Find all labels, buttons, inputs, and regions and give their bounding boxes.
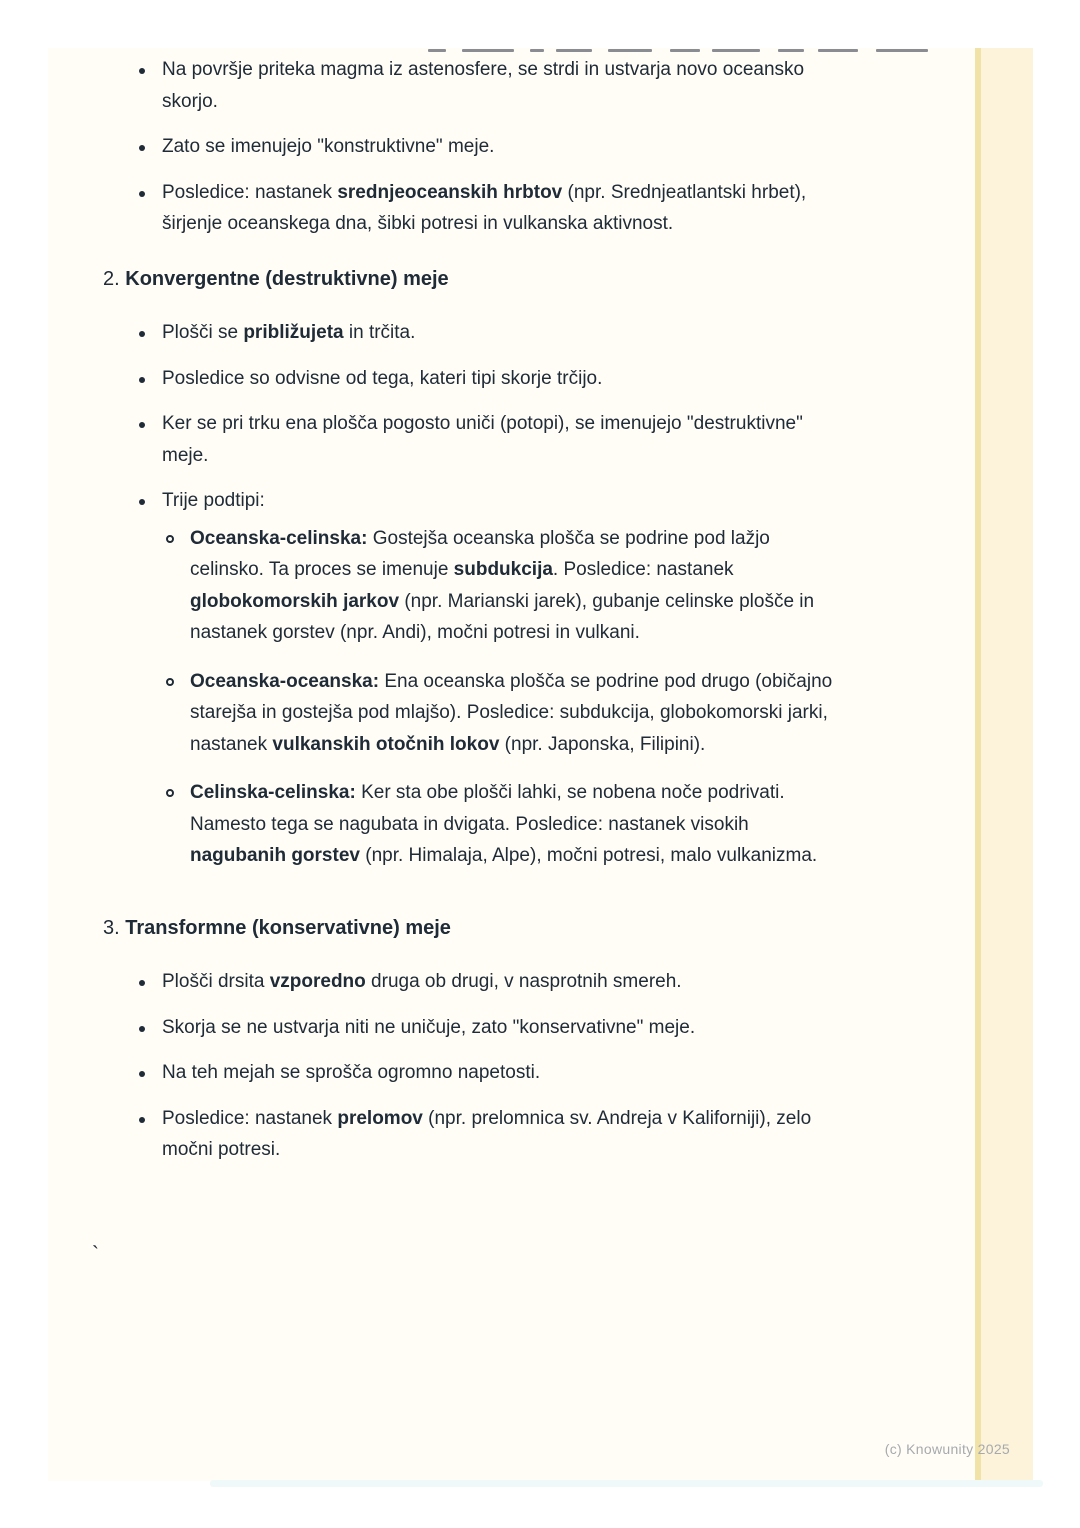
bullet-dot-icon (139, 377, 145, 383)
notes-document-page (48, 48, 1033, 1481)
bullet-circle-icon (166, 535, 174, 543)
bullet-dot-icon (139, 499, 145, 505)
transform-bullet-list (139, 966, 1033, 1166)
text-run: druga ob drugi, v nasprotnih smereh. (365, 971, 682, 992)
section-heading-konvergentne (103, 264, 1033, 296)
bullet-dot-icon (139, 1071, 145, 1077)
page-bottom-edge (210, 1480, 1043, 1487)
list-item (166, 666, 835, 761)
intro-bullet-list (139, 54, 1033, 240)
list-item (139, 317, 1033, 349)
subtype-text (190, 777, 835, 872)
bold-text-run: globokomorskih jarkov (190, 590, 400, 612)
bold-text-run: približujeta (243, 322, 344, 343)
bold-text-run: vulkanskih otočnih lokov (272, 733, 500, 755)
text-run: Na teh mejah se sprošča ogromno napetosti. (162, 1062, 541, 1083)
text-run: Ena oceanska plošča se podrine pod drugo (običajno starejša in gostejša pod mlajšo). Posledice: subdukcija, globokomorski jarki, nastanek (190, 670, 833, 755)
bullet-text (162, 317, 415, 349)
text-run: Zato se imenujejo "konstruktivne" meje. (162, 136, 495, 157)
convergent-bullet-list (139, 317, 1033, 889)
bullet-dot-icon (139, 1117, 145, 1123)
subtype-list (166, 523, 835, 872)
list-item (139, 177, 1033, 240)
section-heading-transformne (103, 913, 1033, 945)
bullet-text (162, 485, 835, 517)
list-item (139, 1012, 1033, 1044)
list-item (139, 363, 1033, 395)
text-run: Na površje priteka magma iz astenosfere, se strdi in ustvarja novo oceansko skorjo. (162, 59, 805, 112)
section-number: 3. (103, 916, 120, 939)
section-title: Transformne (konservativne) meje (125, 916, 451, 939)
notes-content (48, 48, 1033, 1166)
bullet-circle-icon (166, 678, 174, 686)
bold-text-run: srednjeoceanskih hrbtov (337, 181, 563, 203)
bullet-text (162, 177, 838, 240)
list-item (139, 131, 1033, 163)
text-run: Posledice: nastanek (162, 1107, 338, 1129)
bullet-text (162, 363, 602, 395)
bullet-text (162, 1103, 838, 1166)
list-item (139, 966, 1033, 998)
bullet-circle-icon (166, 789, 174, 797)
bold-text-run: subdukcija (453, 559, 553, 580)
list-item (139, 1103, 1033, 1166)
text-run: Gostejša oceanska plošča se podrine pod lažjo celinsko. Ta proces se imenuje (190, 527, 770, 580)
bold-text-run: prelomov (337, 1107, 423, 1129)
list-item (166, 523, 835, 649)
bullet-text (162, 1012, 695, 1044)
stray-backtick-mark: ` (92, 1243, 99, 1266)
bold-text-run: vzporedno (269, 971, 366, 992)
bullet-dot-icon (139, 191, 145, 197)
bold-text-run: Oceanska-oceanska: (190, 670, 380, 692)
bullet-dot-icon (139, 980, 145, 986)
list-item (139, 1057, 1033, 1089)
section-title: Konvergentne (destruktivne) meje (125, 267, 449, 290)
bold-text-run: nagubanih gorstev (190, 845, 360, 866)
text-run: Posledice so odvisne od tega, kateri tipi skorje trčijo. (162, 367, 603, 389)
text-run: (npr. prelomnica sv. Andreja v Kaliforniji), zelo močni potresi. (162, 1107, 812, 1160)
list-item (139, 54, 1033, 117)
text-run: Posledice: nastanek (162, 181, 338, 203)
bullet-text (162, 966, 682, 998)
bold-text-run: Oceanska-celinska: (190, 527, 368, 549)
text-run: Ker sta obe plošči lahki, se nobena noče podrivati. Namesto tega se nagubata in dvigata. Posledice: nastanek visokih (190, 782, 785, 835)
bullet-text (162, 131, 494, 163)
bullet-text (162, 54, 838, 117)
text-run: (npr. Srednjeatlantski hrbet), širjenje oceanskega dna, šibki potresi in vulkanska aktivnost. (162, 181, 807, 234)
text-run: Skorja se ne ustvarja niti ne uničuje, zato "konservativne" meje. (162, 1016, 696, 1038)
text-run: (npr. Japonska, Filipini). (499, 733, 706, 755)
bullet-dot-icon (139, 422, 145, 428)
text-run: in trčita. (343, 322, 416, 343)
subtype-text (190, 666, 835, 761)
bullet-dot-icon (139, 1026, 145, 1032)
list-item (166, 777, 835, 872)
text-run: . Posledice: nastanek (552, 559, 734, 580)
text-run: Trije podtipi: (162, 490, 265, 511)
bullet-text (162, 1057, 540, 1089)
list-item (139, 408, 1033, 471)
text-run: (npr. Himalaja, Alpe), močni potresi, malo vulkanizma. (359, 845, 818, 866)
bullet-dot-icon (139, 145, 145, 151)
text-run: Plošči se (162, 322, 244, 343)
section-number: 2. (103, 267, 120, 290)
copyright-watermark: (c) Knowunity 2025 (884, 1441, 1010, 1457)
list-item (139, 485, 1033, 889)
bullet-text (162, 408, 838, 471)
text-run: Ker se pri trku ena plošča pogosto uniči (potopi), se imenujejo "destruktivne" meje. (162, 413, 803, 466)
bullet-dot-icon (139, 68, 145, 74)
subtype-text (190, 523, 835, 649)
bullet-dot-icon (139, 331, 145, 337)
text-run: (npr. Marianski jarek), gubanje celinske plošče in nastanek gorstev (npr. Andi), močni potresi in vulkani. (190, 590, 815, 643)
bold-text-run: Celinska-celinska: (190, 782, 356, 803)
text-run: Plošči drsita (162, 971, 270, 992)
